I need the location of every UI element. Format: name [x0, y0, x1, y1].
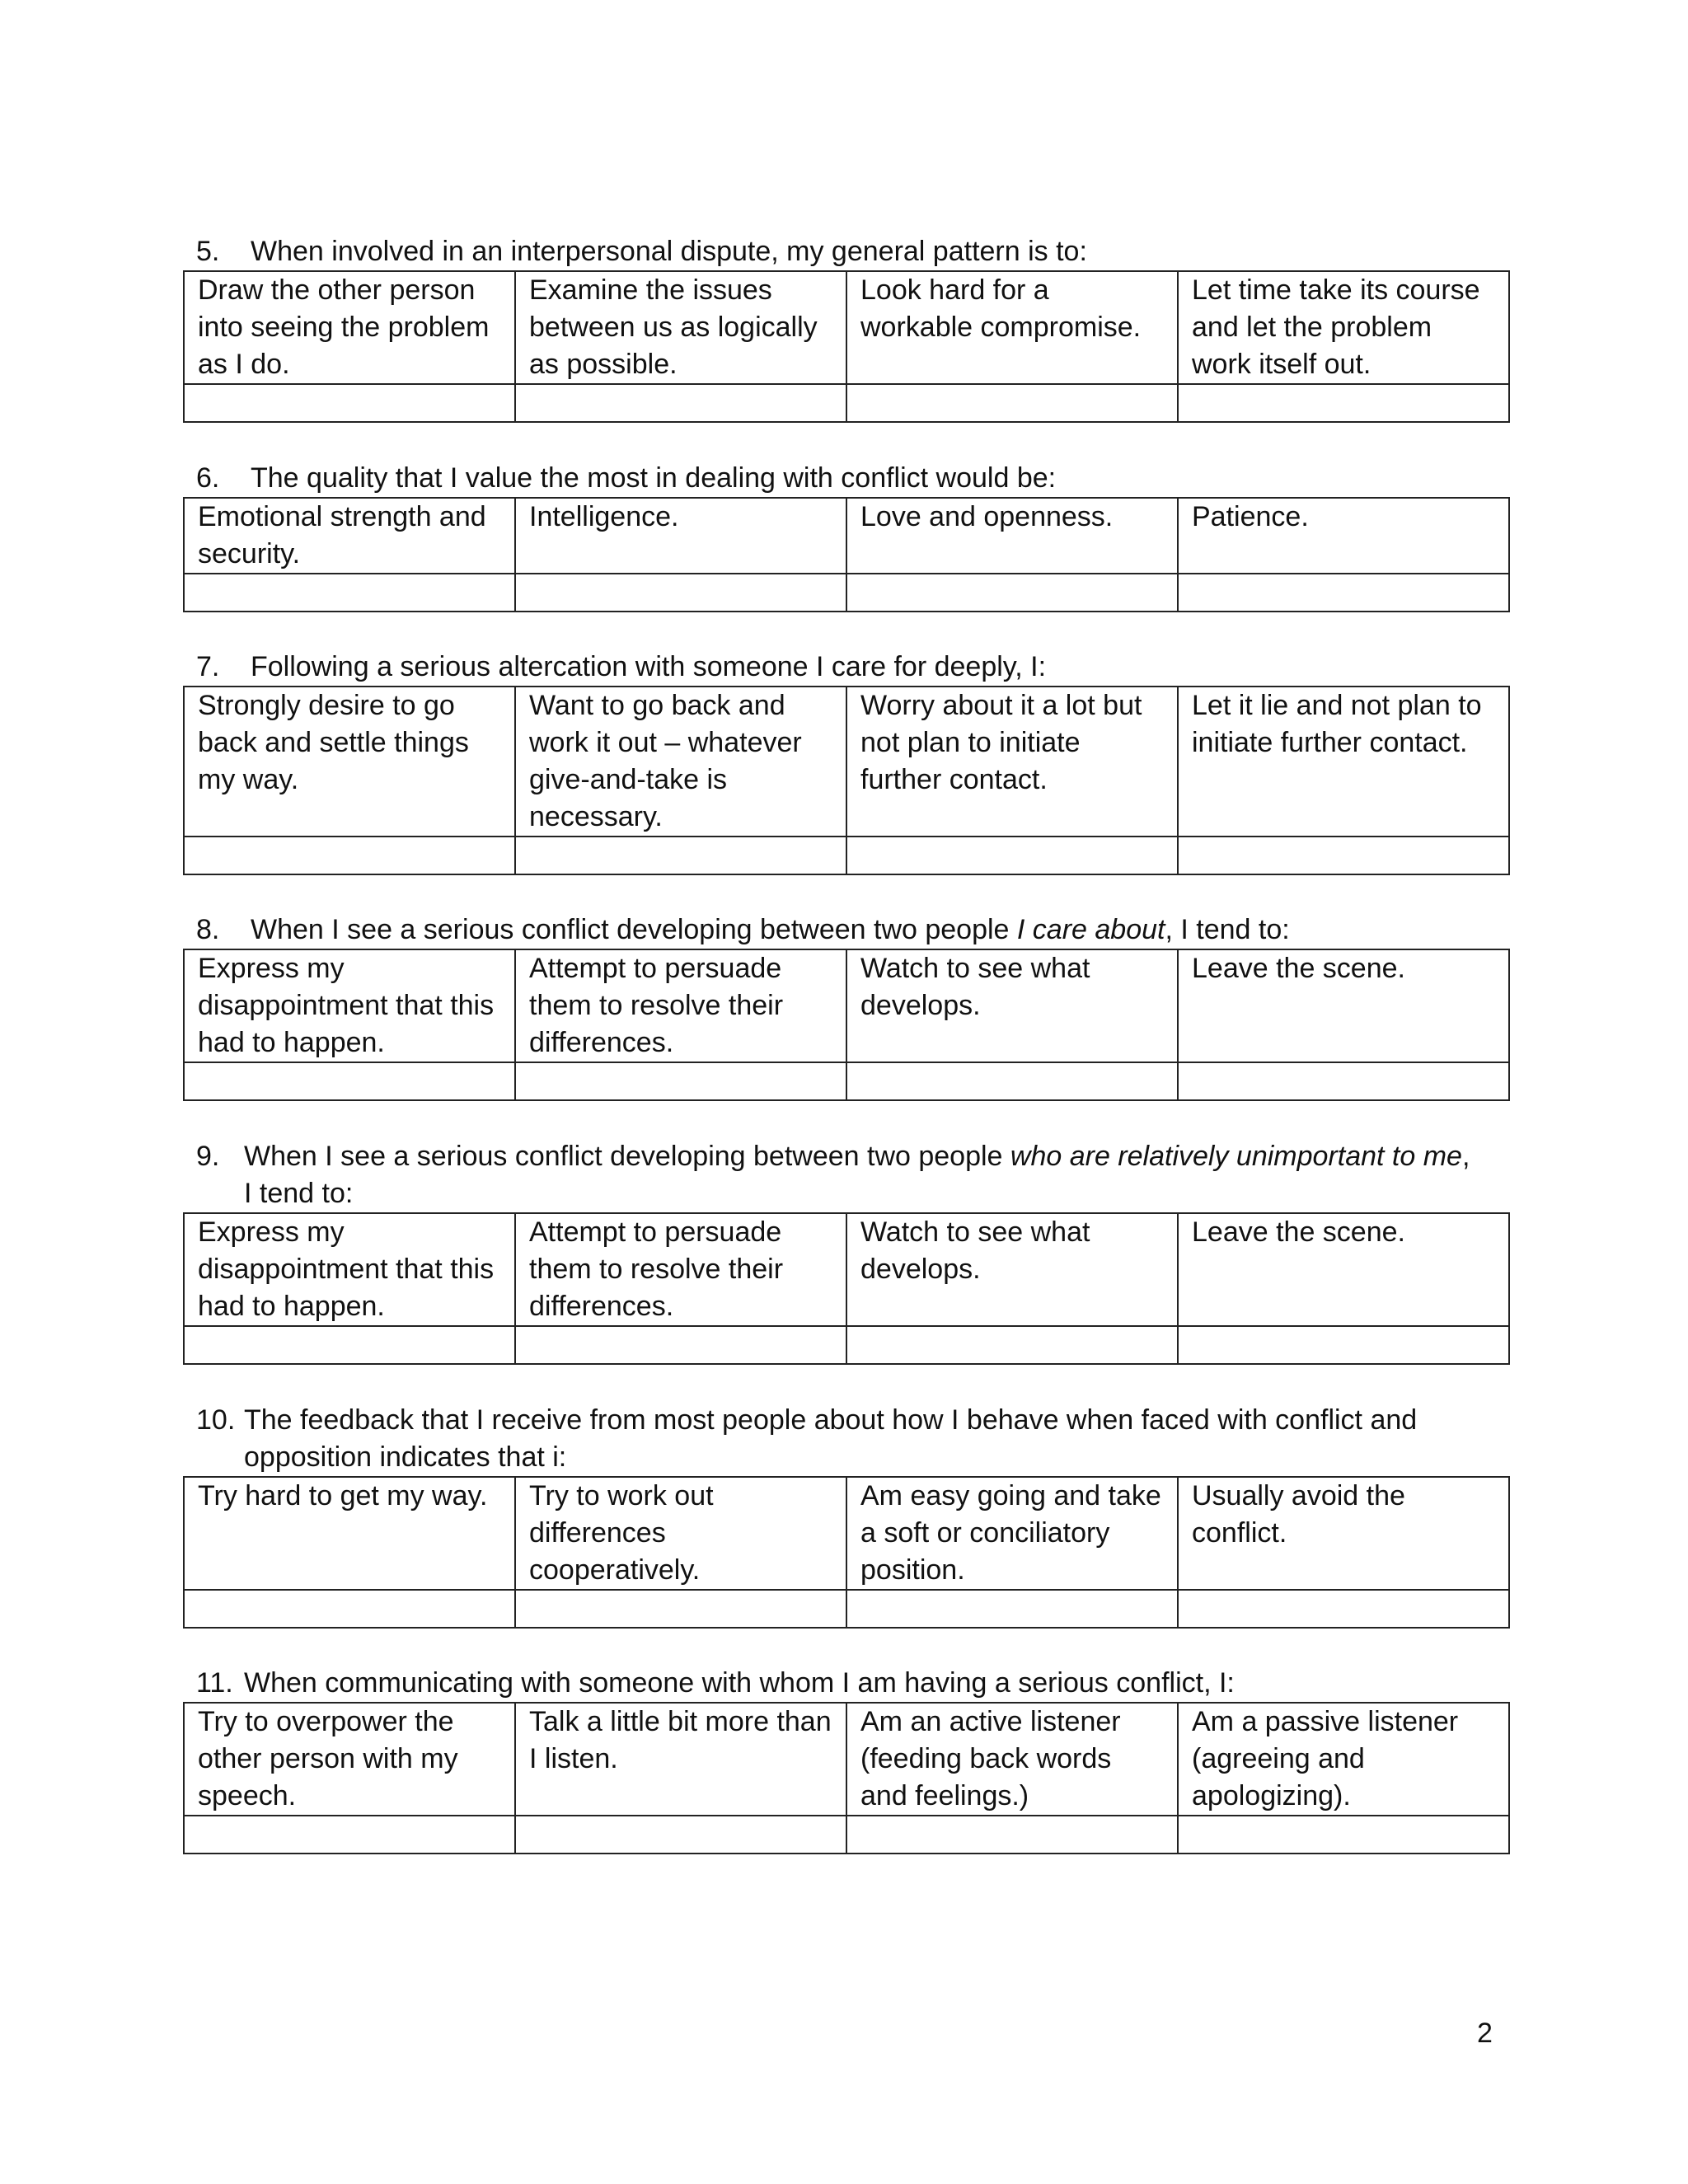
answer-cell-c[interactable] [846, 574, 1178, 612]
answer-cell-c[interactable] [846, 1590, 1178, 1628]
option-c: Am easy going and take a soft or conciliatory position. [846, 1477, 1178, 1590]
answer-cell-c[interactable] [846, 1062, 1178, 1100]
option-d: Leave the scene. [1178, 949, 1509, 1062]
answer-table [183, 1212, 1510, 1365]
question-prompt: 9. When I see a serious conflict developing between two people who are relatively unimportant to me, I tend to: [183, 1138, 1510, 1212]
answer-cell-c[interactable] [846, 1326, 1178, 1364]
answer-cell-d[interactable] [1178, 1326, 1509, 1364]
answer-cell-a[interactable] [184, 1816, 515, 1854]
question-prompt: 7. Following a serious altercation with someone I care for deeply, I: [183, 649, 1510, 686]
question-prompt: 10. The feedback that I receive from most people about how I behave when faced with conflict and opposition indicates that i: [183, 1402, 1510, 1476]
question-8 [183, 912, 1510, 1101]
option-d: Let it lie and not plan to initiate further contact. [1178, 687, 1509, 837]
question-number: 6. [196, 462, 220, 494]
answer-cell-d[interactable] [1178, 1816, 1509, 1854]
question-number: 10. [196, 1404, 236, 1436]
question-10 [183, 1402, 1510, 1629]
option-c: Worry about it a lot but not plan to initiate further contact. [846, 687, 1178, 837]
option-d: Let time take its course and let the problem work itself out. [1178, 271, 1509, 384]
option-a: Try to overpower the other person with my speech. [184, 1703, 515, 1816]
option-d: Leave the scene. [1178, 1213, 1509, 1326]
option-b: Examine the issues between us as logically as possible. [515, 271, 846, 384]
answer-cell-a[interactable] [184, 1062, 515, 1100]
option-a: Try hard to get my way. [184, 1477, 515, 1590]
option-b: Intelligence. [515, 498, 846, 574]
page-number: 2 [1477, 2018, 1493, 2049]
option-c: Am an active listener (feeding back words and feelings.) [846, 1703, 1178, 1816]
question-prompt: 8. When I see a serious conflict developing between two people I care about, I tend to: [183, 912, 1510, 949]
option-a: Emotional strength and security. [184, 498, 515, 574]
question-9 [183, 1138, 1510, 1365]
answer-cell-d[interactable] [1178, 1590, 1509, 1628]
answer-cell-b[interactable] [515, 574, 846, 612]
answer-cell-b[interactable] [515, 1816, 846, 1854]
answer-cell-b[interactable] [515, 1062, 846, 1100]
answer-cell-a[interactable] [184, 1590, 515, 1628]
answer-table [183, 270, 1510, 423]
answer-table [183, 1702, 1510, 1854]
option-a: Express my disappointment that this had to happen. [184, 949, 515, 1062]
answer-table [183, 949, 1510, 1101]
option-d: Am a passive listener (agreeing and apologizing). [1178, 1703, 1509, 1816]
option-d: Patience. [1178, 498, 1509, 574]
answer-cell-a[interactable] [184, 574, 515, 612]
option-d: Usually avoid the conflict. [1178, 1477, 1509, 1590]
answer-cell-c[interactable] [846, 837, 1178, 874]
answer-cell-b[interactable] [515, 1326, 846, 1364]
option-c: Watch to see what develops. [846, 1213, 1178, 1326]
option-b: Attempt to persuade them to resolve their differences. [515, 949, 846, 1062]
answer-cell-c[interactable] [846, 1816, 1178, 1854]
answer-table [183, 497, 1510, 612]
answer-cell-a[interactable] [184, 1326, 515, 1364]
option-a: Strongly desire to go back and settle things my way. [184, 687, 515, 837]
question-number: 11. [196, 1667, 233, 1699]
question-number: 5. [196, 236, 220, 267]
question-11 [183, 1665, 1510, 1854]
answer-cell-b[interactable] [515, 384, 846, 422]
question-number: 9. [196, 1141, 220, 1172]
answer-cell-d[interactable] [1178, 837, 1509, 874]
option-b: Attempt to persuade them to resolve their differences. [515, 1213, 846, 1326]
question-prompt: 11. When communicating with someone with whom I am having a serious conflict, I: [183, 1665, 1510, 1702]
option-c: Look hard for a workable compromise. [846, 271, 1178, 384]
option-b: Want to go back and work it out – whatever give-and-take is necessary. [515, 687, 846, 837]
option-a: Draw the other person into seeing the problem as I do. [184, 271, 515, 384]
question-prompt: 5. When involved in an interpersonal dispute, my general pattern is to: [183, 233, 1510, 270]
option-b: Try to work out differences cooperatively. [515, 1477, 846, 1590]
answer-table [183, 1476, 1510, 1629]
option-c: Watch to see what develops. [846, 949, 1178, 1062]
answer-cell-a[interactable] [184, 384, 515, 422]
answer-cell-d[interactable] [1178, 384, 1509, 422]
prompt-emphasis: who are relatively unimportant to me [1010, 1141, 1462, 1172]
answer-cell-a[interactable] [184, 837, 515, 874]
option-b: Talk a little bit more than I listen. [515, 1703, 846, 1816]
prompt-emphasis: I care about [1016, 914, 1165, 945]
question-prompt: 6. The quality that I value the most in dealing with conflict would be: [183, 460, 1510, 497]
answer-cell-c[interactable] [846, 384, 1178, 422]
question-7 [183, 649, 1510, 875]
question-number: 8. [196, 914, 220, 945]
question-5 [183, 233, 1510, 423]
answer-cell-d[interactable] [1178, 574, 1509, 612]
option-a: Express my disappointment that this had to happen. [184, 1213, 515, 1326]
answer-cell-b[interactable] [515, 1590, 846, 1628]
question-number: 7. [196, 651, 220, 682]
answer-table [183, 686, 1510, 875]
answer-cell-b[interactable] [515, 837, 846, 874]
question-6 [183, 460, 1510, 612]
option-c: Love and openness. [846, 498, 1178, 574]
answer-cell-d[interactable] [1178, 1062, 1509, 1100]
